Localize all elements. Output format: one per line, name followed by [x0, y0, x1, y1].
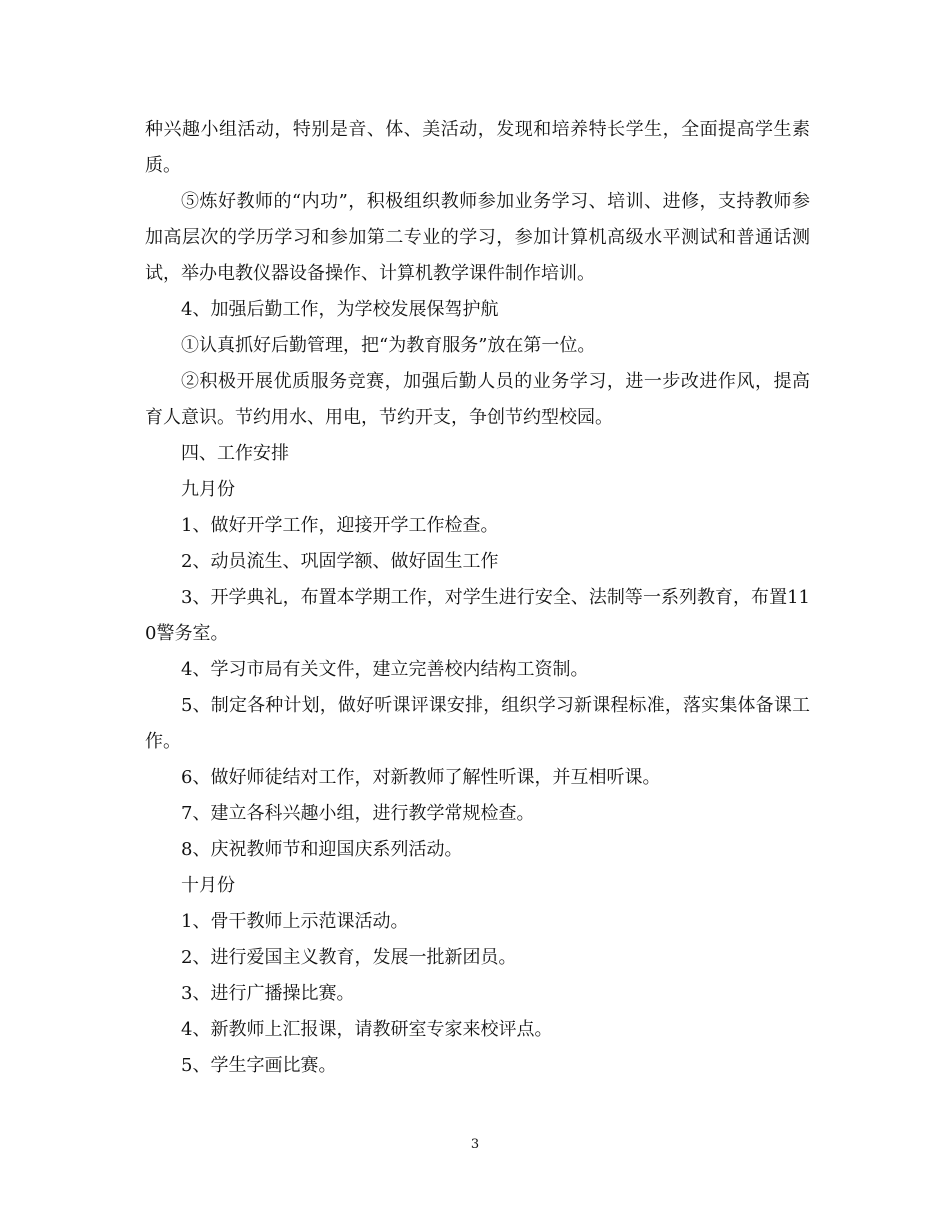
- section-heading: 4、加强后勤工作，为学校发展保驾护航: [181, 299, 499, 320]
- month-heading: 十月份: [181, 875, 235, 896]
- list-item: 3、开学典礼，布置本学期工作，对学生进行安全、法制等一系列教育，布置110警务室。: [145, 587, 810, 644]
- list-item: 4、新教师上汇报课，请教研室专家来校评点。: [181, 1019, 553, 1040]
- list-item: 1、做好开学工作，迎接开学工作检查。: [181, 515, 499, 536]
- list-item: 4、学习市局有关文件，建立完善校内结构工资制。: [181, 659, 589, 680]
- document-body: [145, 112, 810, 1084]
- list-item: 2、进行爱国主义教育，发展一批新团员。: [181, 947, 517, 968]
- list-item: 7、建立各科兴趣小组，进行教学常规检查。: [181, 803, 535, 824]
- paragraph: 种兴趣小组活动，特别是音、体、美活动，发现和培养特长学生，全面提高学生素质。: [145, 119, 810, 176]
- list-item: 6、做好师徒结对工作，对新教师了解性听课，并互相听课。: [181, 767, 661, 788]
- paragraph: ⑤炼好教师的“内功”，积极组织教师参加业务学习、培训、进修，支持教师参加高层次的学历学习和参加第二专业的学习，参加计算机高级水平测试和普通话测试，举办电教仪器设备操作、计算机教学课件制作培训。: [145, 191, 810, 284]
- paragraph: ②积极开展优质服务竞赛，加强后勤人员的业务学习，进一步改进作风，提高育人意识。节约用水、用电，节约开支，争创节约型校园。: [145, 371, 810, 428]
- list-item: 5、学生字画比赛。: [181, 1055, 337, 1076]
- list-item: 3、进行广播操比赛。: [181, 983, 355, 1004]
- list-item: 1、骨干教师上示范课活动。: [181, 911, 409, 932]
- list-item: 5、制定各种计划，做好听课评课安排，组织学习新课程标准，落实集体备课工作。: [145, 695, 810, 752]
- list-item: 2、动员流生、巩固学额、做好固生工作: [181, 551, 499, 572]
- page-number: 3: [470, 1137, 480, 1152]
- paragraph: ①认真抓好后勤管理，把“为教育服务”放在第一位。: [181, 335, 596, 356]
- section-heading: 四、工作安排: [181, 443, 289, 464]
- month-heading: 九月份: [181, 479, 235, 500]
- list-item: 8、庆祝教师节和迎国庆系列活动。: [181, 839, 463, 860]
